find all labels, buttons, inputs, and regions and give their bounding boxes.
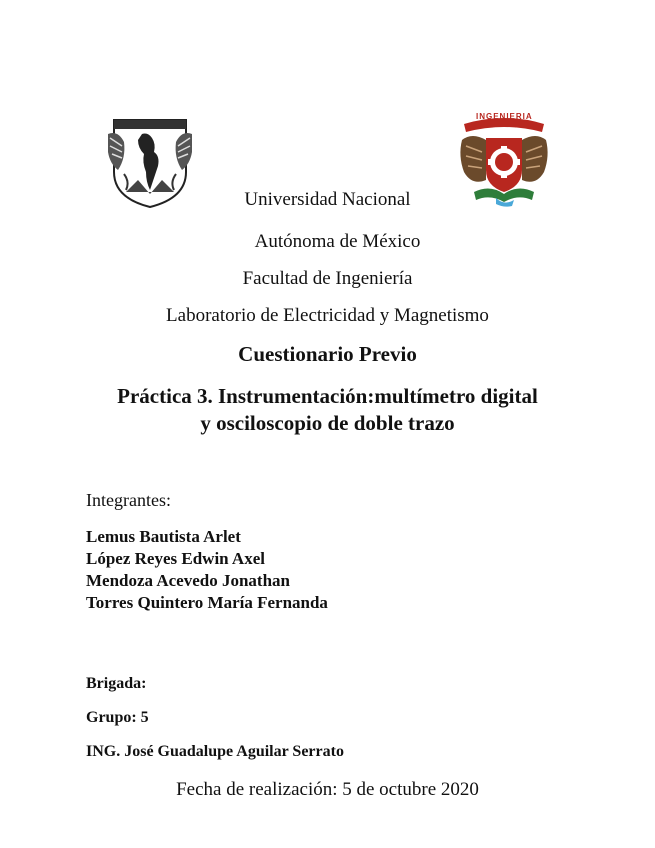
member-name: Torres Quintero María Fernanda — [86, 593, 328, 612]
university-name-line1: Universidad Nacional — [244, 189, 411, 210]
professor-name: ING. José Guadalupe Aguilar Serrato — [86, 743, 344, 760]
fi-logo-banner-text: INGENIERIA — [476, 112, 533, 121]
practice-title-line1: Práctica 3. Instrumentación:multímetro digital — [117, 384, 538, 408]
laboratory-name: Laboratorio de Electricidad y Magnetismo — [166, 305, 489, 326]
practice-title-line2: y osciloscopio de doble trazo — [200, 411, 455, 435]
member-name: Mendoza Acevedo Jonathan — [86, 571, 290, 590]
completion-date: Fecha de realización: 5 de octubre 2020 — [176, 779, 479, 800]
brigada-label: Brigada: — [86, 675, 147, 692]
university-name-line2: Autónoma de México — [254, 231, 421, 252]
member-name: López Reyes Edwin Axel — [86, 549, 265, 568]
member-name: Lemus Bautista Arlet — [86, 527, 241, 546]
group-number: Grupo: 5 — [86, 709, 149, 726]
document-title: Cuestionario Previo — [238, 342, 417, 366]
members-label: Integrantes: — [86, 490, 171, 510]
faculty-name: Facultad de Ingeniería — [242, 268, 413, 289]
